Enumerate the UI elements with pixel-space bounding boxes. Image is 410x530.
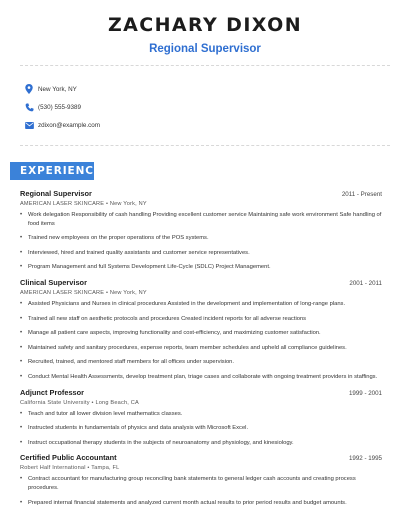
bullet-text: Interviewed, hired and trained quality assistants and customer service representatives. <box>28 249 250 256</box>
bullet-item <box>20 329 382 338</box>
bullet-dot-icon: • <box>20 249 23 256</box>
job-header <box>20 388 382 397</box>
bullet-item <box>20 211 382 228</box>
job-bullets <box>20 410 382 448</box>
job-dates: 1999 - 2001 <box>348 389 382 397</box>
job-company: California State University <box>20 399 90 406</box>
contact-divider <box>20 145 390 146</box>
phone-icon <box>20 103 38 112</box>
section-header-experience <box>10 162 102 180</box>
section-title: EXPERIENCE <box>20 165 102 177</box>
job-title: Adjunct Professor <box>20 387 85 397</box>
bullet-item <box>20 410 382 419</box>
contact-phone-text: (530) 555-9389 <box>38 103 82 111</box>
bullet-dot-icon: • <box>20 235 23 242</box>
bullet-item <box>20 475 382 492</box>
job-dates: 2011 - Present <box>341 191 382 198</box>
bullet-text: Instructed students in fundamentals of physics and data analysis with Microsoft Excel. <box>28 425 249 432</box>
job-bullets <box>20 475 382 507</box>
job-entry <box>20 189 382 272</box>
bullet-dot-icon: • <box>20 373 23 380</box>
job-entry <box>20 278 382 382</box>
job-location: Tampa, FL <box>91 465 120 472</box>
job-company: Robert Half International <box>20 465 86 472</box>
job-title: Certified Public Accountant <box>20 453 117 463</box>
bullet-item <box>20 300 382 309</box>
bullet-dot-icon: • <box>20 300 23 307</box>
job-dates: 2001 - 2011 <box>349 279 382 287</box>
job-header <box>20 189 382 198</box>
email-icon <box>20 122 38 129</box>
bullet-dot-icon: • <box>20 359 23 366</box>
separator-dot-icon: • <box>104 201 110 207</box>
bullet-text: Program Management and full Systems Development Life-Cycle (SDLC) Project Management. <box>28 264 271 271</box>
job-location: New York, NY <box>109 289 147 296</box>
bullet-dot-icon: • <box>20 439 23 446</box>
bullet-text: Conduct Mental Health Assessments, develop treatment plan, triage cases and collaborate with ongoing treatment providers in staffings. <box>28 373 378 380</box>
resume-header <box>0 14 410 55</box>
contact-email <box>20 116 100 134</box>
contact-location-text: New York, NY <box>38 85 77 93</box>
bullet-text: Work delegation Responsibility of cash handling Providing excellent customer service Maintaining safe work environment Safe handling of food items <box>28 212 382 227</box>
bullet-dot-icon: • <box>20 344 23 351</box>
bullet-item <box>20 249 382 258</box>
job-header <box>20 278 382 287</box>
bullet-text: Instruct occupational therapy students in the subjects of neuroanatomy and physiology, and kinesiology. <box>28 439 294 446</box>
job-company: AMERICAN LASER SKINCARE <box>20 201 105 207</box>
bullet-dot-icon: • <box>20 476 23 483</box>
bullet-text: Trained new employees on the proper operations of the POS systems. <box>28 235 209 242</box>
bullet-item <box>20 499 382 508</box>
bullet-text: Contract accountant for manufacturing group reconciling bank statements to general ledger cash accounts and creating process procedures. <box>28 476 356 491</box>
bullet-item <box>20 344 382 353</box>
contact-email-text: zdixon@example.com <box>38 121 101 129</box>
location-pin-icon <box>20 84 38 94</box>
bullet-item <box>20 358 382 367</box>
bullet-item <box>20 315 382 324</box>
job-header <box>20 453 382 462</box>
bullet-item <box>20 424 382 433</box>
bullet-item <box>20 373 382 382</box>
separator-dot-icon: • <box>85 465 92 472</box>
bullet-text: Teach and tutor all lower division level mathematics classes. <box>28 410 183 417</box>
bullet-text: Trained all new staff on aesthetic protocols and procedures Created incident reports for all adverse reactions <box>28 315 307 322</box>
separator-dot-icon: • <box>104 289 110 296</box>
bullet-item <box>20 234 382 243</box>
bullet-item <box>20 439 382 448</box>
bullet-dot-icon: • <box>20 425 23 432</box>
bullet-dot-icon: • <box>20 330 23 337</box>
contact-phone <box>20 98 81 116</box>
job-entry <box>20 453 382 507</box>
bullet-text: Prepared internal financial statements and analyzed current month actual results to prior period results and budget amounts. <box>28 499 347 506</box>
bullet-dot-icon: • <box>20 315 23 322</box>
bullet-dot-icon: • <box>20 499 23 506</box>
bullet-text: Manage all patient care aspects, improving functionality and cost-efficiency, and maximizing customer satisfaction. <box>28 330 321 337</box>
job-company: AMERICAN LASER SKINCARE <box>20 289 105 296</box>
bullet-text: Assisted Physicians and Nurses in clinical procedures Assisted in the development and implementation of long-range plans. <box>28 300 346 307</box>
bullet-dot-icon: • <box>20 264 23 271</box>
candidate-name: ZACHARY DIXON <box>107 14 303 36</box>
separator-dot-icon: • <box>89 399 96 406</box>
job-title: Regional Supervisor <box>20 189 92 198</box>
bullet-dot-icon: • <box>20 212 23 218</box>
job-location: Long Beach, CA <box>95 399 139 406</box>
job-company-line <box>20 400 382 406</box>
job-title: Clinical Supervisor <box>20 277 87 287</box>
job-location: New York, NY <box>109 201 147 207</box>
contact-location <box>20 80 77 98</box>
job-company-line <box>20 465 382 471</box>
candidate-title: Regional Supervisor <box>149 43 261 55</box>
job-bullets <box>20 211 382 272</box>
job-entry <box>20 388 382 448</box>
job-dates: 1992 - 1995 <box>348 455 382 463</box>
experience-list <box>20 189 382 513</box>
header-divider <box>20 65 390 66</box>
bullet-dot-icon: • <box>20 410 23 417</box>
bullet-item <box>20 263 382 272</box>
bullet-text: Maintained safety and sanitary procedures, expense reports, team member schedules and upheld all compliance guidelines. <box>28 344 347 351</box>
job-bullets <box>20 300 382 382</box>
bullet-text: Recruited, trained, and mentored staff members for all offices under supervision. <box>28 359 235 366</box>
job-company-line <box>20 290 382 296</box>
job-company-line <box>20 201 382 207</box>
